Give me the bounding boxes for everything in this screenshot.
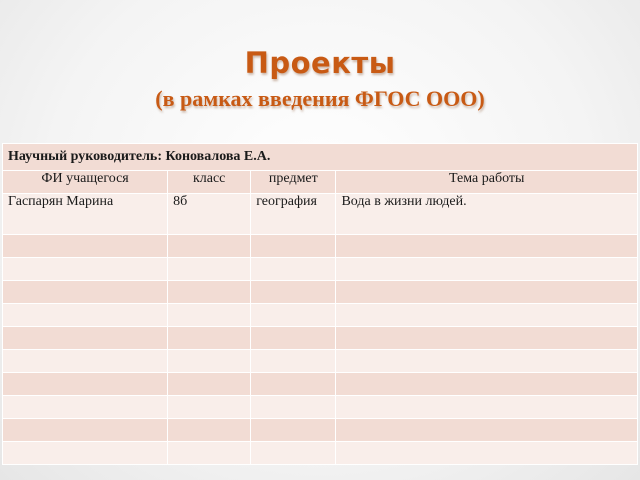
- empty-cell[interactable]: [336, 396, 638, 419]
- empty-cell[interactable]: [336, 419, 638, 442]
- empty-cell[interactable]: [336, 350, 638, 373]
- empty-cell[interactable]: [336, 373, 638, 396]
- table-row: [3, 327, 638, 350]
- empty-cell[interactable]: [251, 350, 336, 373]
- cell-topic[interactable]: Вода в жизни людей.: [336, 194, 638, 235]
- table-row: [3, 304, 638, 327]
- projects-table-container: [2, 143, 638, 465]
- table-row: [3, 396, 638, 419]
- empty-cell[interactable]: [336, 258, 638, 281]
- empty-cell[interactable]: [251, 419, 336, 442]
- empty-cell[interactable]: [3, 304, 168, 327]
- empty-cell[interactable]: [3, 419, 168, 442]
- empty-cell[interactable]: [168, 304, 251, 327]
- empty-cell[interactable]: [168, 350, 251, 373]
- empty-cell[interactable]: [168, 396, 251, 419]
- empty-cell[interactable]: [251, 235, 336, 258]
- slide-subtitle: (в рамках введения ФГОС ООО): [155, 86, 485, 111]
- empty-cell[interactable]: [251, 373, 336, 396]
- empty-cell[interactable]: [251, 442, 336, 465]
- header-subject: предмет: [251, 171, 336, 194]
- empty-cell[interactable]: [3, 327, 168, 350]
- cell-subject[interactable]: география: [251, 194, 336, 235]
- table-row: [3, 235, 638, 258]
- supervisor-row: [3, 144, 638, 171]
- table-header-row: [3, 171, 638, 194]
- slide-title: Проекты: [244, 46, 396, 80]
- empty-cell[interactable]: [3, 373, 168, 396]
- header-class: класс: [168, 171, 251, 194]
- empty-cell[interactable]: [168, 327, 251, 350]
- supervisor-cell: Научный руководитель: Коновалова Е.А.: [3, 144, 638, 171]
- empty-cell[interactable]: [336, 304, 638, 327]
- empty-cell[interactable]: [251, 304, 336, 327]
- empty-cell[interactable]: [251, 281, 336, 304]
- empty-cell[interactable]: [336, 327, 638, 350]
- empty-cell[interactable]: [3, 442, 168, 465]
- empty-cell[interactable]: [3, 396, 168, 419]
- empty-cell[interactable]: [168, 258, 251, 281]
- empty-cell[interactable]: [168, 373, 251, 396]
- empty-cell[interactable]: [3, 281, 168, 304]
- table-row: [3, 373, 638, 396]
- empty-cell[interactable]: [251, 258, 336, 281]
- projects-table: [2, 143, 638, 465]
- empty-cell[interactable]: [336, 281, 638, 304]
- empty-cell[interactable]: [3, 258, 168, 281]
- table-row: [3, 281, 638, 304]
- empty-cell[interactable]: [251, 396, 336, 419]
- header-student-name: ФИ учащегося: [3, 171, 168, 194]
- header-topic: Тема работы: [336, 171, 638, 194]
- empty-cell[interactable]: [336, 235, 638, 258]
- cell-class[interactable]: 8б: [168, 194, 251, 235]
- table-row: [3, 350, 638, 373]
- table-row: [3, 194, 638, 235]
- table-row: [3, 419, 638, 442]
- table-row: [3, 258, 638, 281]
- empty-cell[interactable]: [168, 235, 251, 258]
- empty-cell[interactable]: [251, 327, 336, 350]
- empty-cell[interactable]: [168, 281, 251, 304]
- table-row: [3, 442, 638, 465]
- cell-student-name[interactable]: Гаспарян Марина: [3, 194, 168, 235]
- empty-cell[interactable]: [3, 235, 168, 258]
- empty-cell[interactable]: [336, 442, 638, 465]
- empty-cell[interactable]: [3, 350, 168, 373]
- empty-cell[interactable]: [168, 419, 251, 442]
- empty-cell[interactable]: [168, 442, 251, 465]
